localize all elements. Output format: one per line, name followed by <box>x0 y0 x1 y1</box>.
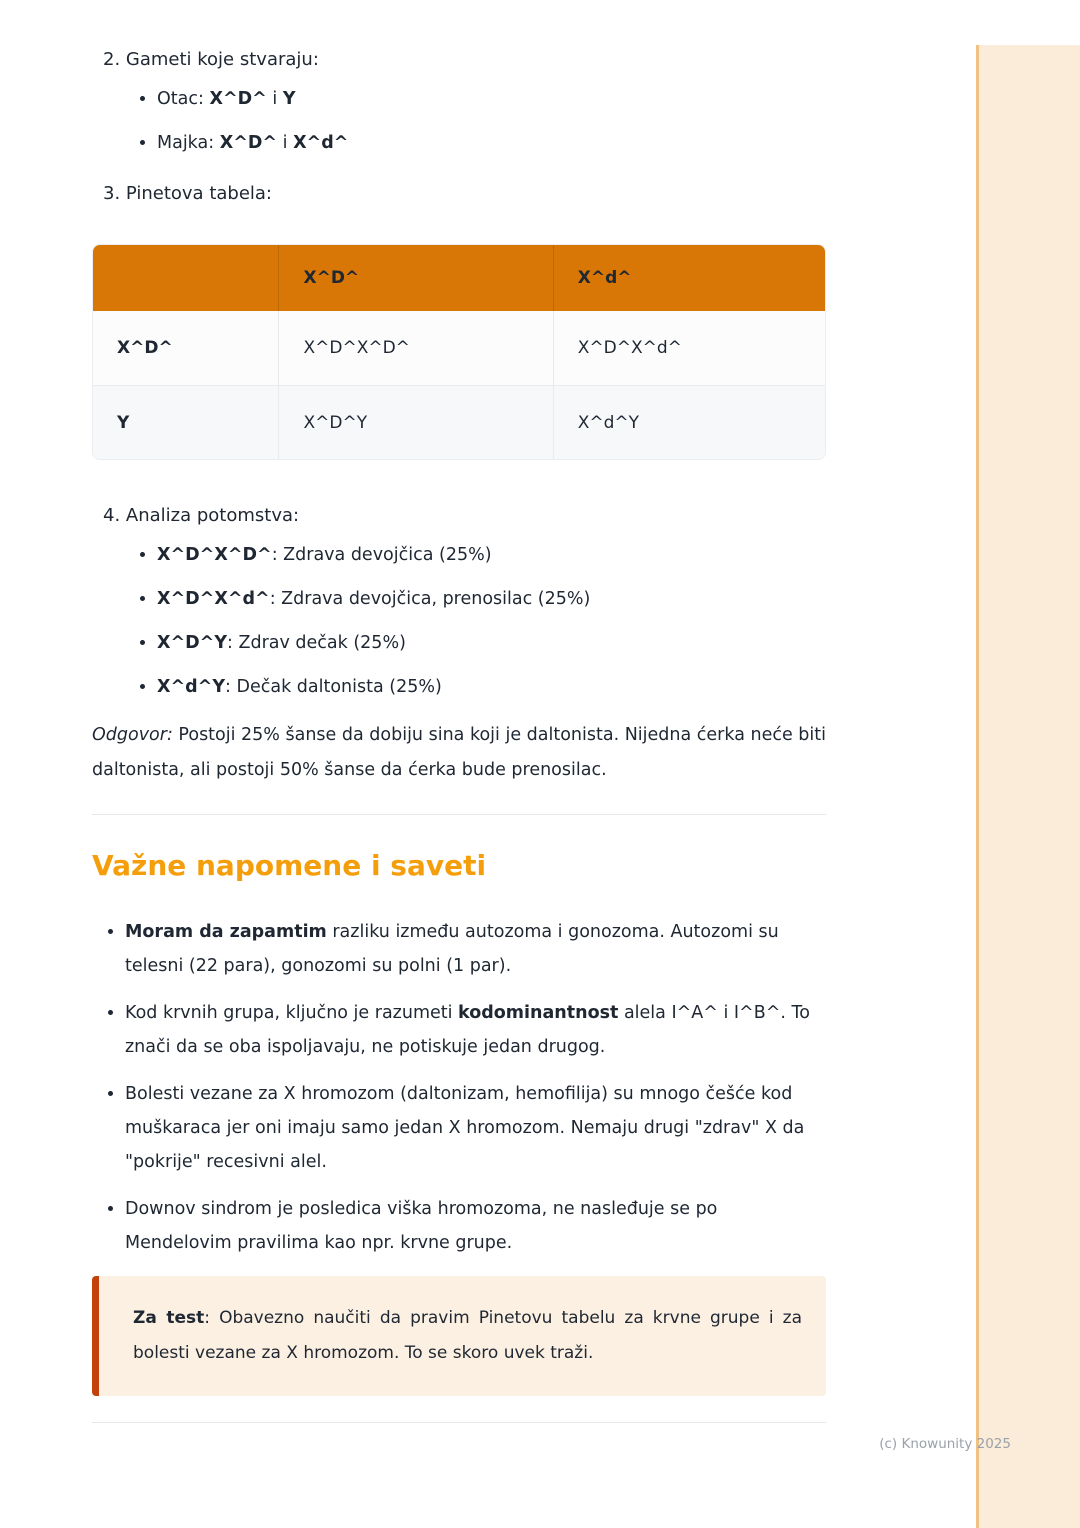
note-bold: kodominantnost <box>458 1003 619 1023</box>
note-text: razliku između autozoma i gonozoma. Autozomi su telesni (22 para), gonozomi su polni (1 par). <box>125 922 779 976</box>
header-cell-empty <box>93 245 278 311</box>
right-decorative-stripe <box>976 45 1080 1528</box>
table-header-row <box>93 245 825 311</box>
analiza-list <box>92 542 826 700</box>
note-text: Kod krvnih grupa, ključno je razumeti <box>125 1003 459 1023</box>
copyright-text: (c) Knowunity 2025 <box>879 1436 1011 1452</box>
notes-heading: Važne napomene i saveti <box>92 849 487 882</box>
list-item-genotype <box>157 630 826 656</box>
answer-text: Postoji 25% šanse da dobiju sina koji je daltonista. Nijedna ćerka neće biti daltonista, ali postoji 50% šanse da ćerka bude prenosilac. <box>92 725 826 780</box>
callout-bold: Za test <box>133 1308 205 1328</box>
section-3-title: 3. Pinetova tabela: <box>103 183 272 204</box>
answer-lead: Odgovor: <box>92 725 173 745</box>
callout-text <box>133 1301 802 1371</box>
table-cell: X^D^X^D^ <box>278 311 552 385</box>
punnett-table <box>93 245 825 459</box>
item-text: : Zdrav dečak (25%) <box>227 633 406 653</box>
divider <box>92 1422 826 1423</box>
genotype-bold: X^D^ <box>219 133 278 153</box>
note-item <box>125 915 826 983</box>
note-text: Bolesti vezane za X hromozom (daltonizam, hemofilija) su mnogo češće kod muškaraca jer oni imaju samo jedan X hromozom. Nemaju drugi "zdrav" X da "pokrije" recesivni alel. <box>125 1084 805 1172</box>
header-cell-xd-recessive: X^d^ <box>553 245 825 311</box>
section-2-title: 2. Gameti koje stvaraju: <box>103 49 319 70</box>
genotype-bold: X^d^ <box>293 133 349 153</box>
note-item <box>125 1077 826 1179</box>
gameti-list <box>92 86 826 156</box>
table-row <box>93 385 825 459</box>
test-callout <box>92 1276 826 1396</box>
item-text: : Dečak daltonista (25%) <box>225 677 442 697</box>
answer-paragraph <box>92 718 826 788</box>
callout-rest: : Obavezno naučiti da pravim Pinetovu tabelu za krvne grupe i za bolesti vezane za X hromozom. To se skoro uvek traži. <box>133 1308 802 1363</box>
genotype-bold: X^D^X^d^ <box>157 589 270 609</box>
divider <box>92 814 826 815</box>
item-text: Otac: <box>157 89 210 109</box>
list-item-otac <box>157 86 826 112</box>
note-item <box>125 996 826 1064</box>
note-bold: Moram da zapamtim <box>125 922 327 942</box>
section-4-title: 4. Analiza potomstva: <box>103 505 300 526</box>
note-item <box>125 1192 826 1260</box>
table-cell: X^D^Y <box>278 385 552 459</box>
notes-list <box>92 915 826 1260</box>
table-cell: X^d^Y <box>553 385 825 459</box>
page-content <box>92 48 826 1423</box>
item-text: Majka: <box>157 133 220 153</box>
item-text: : Zdrava devojčica (25%) <box>271 545 492 565</box>
table-cell: X^D^X^d^ <box>553 311 825 385</box>
punnett-table-wrap <box>92 244 826 460</box>
list-item-genotype <box>157 542 826 568</box>
genotype-bold: X^d^Y <box>157 677 226 697</box>
genotype-bold: Y <box>282 89 296 109</box>
genotype-bold: X^D^Y <box>157 633 228 653</box>
table-row <box>93 311 825 385</box>
item-text: : Zdrava devojčica, prenosilac (25%) <box>269 589 591 609</box>
genotype-bold: X^D^X^D^ <box>157 545 272 565</box>
item-text: i <box>266 89 283 109</box>
header-cell-xd-dominant: X^D^ <box>278 245 552 311</box>
row-label: X^D^ <box>93 311 278 385</box>
list-item-genotype <box>157 586 826 612</box>
item-text: i <box>277 133 294 153</box>
list-item-genotype <box>157 674 826 700</box>
genotype-bold: X^D^ <box>209 89 267 109</box>
note-text: Downov sindrom je posledica viška hromozoma, ne nasleđuje se po Mendelovim pravilima kao npr. krvne grupe. <box>125 1199 718 1253</box>
list-item-majka <box>157 130 826 156</box>
row-label: Y <box>93 385 278 459</box>
note-text: alela I^A^ i I^B^. To znači da se oba ispoljavaju, ne potiskuje jedan drugog. <box>125 1003 810 1057</box>
